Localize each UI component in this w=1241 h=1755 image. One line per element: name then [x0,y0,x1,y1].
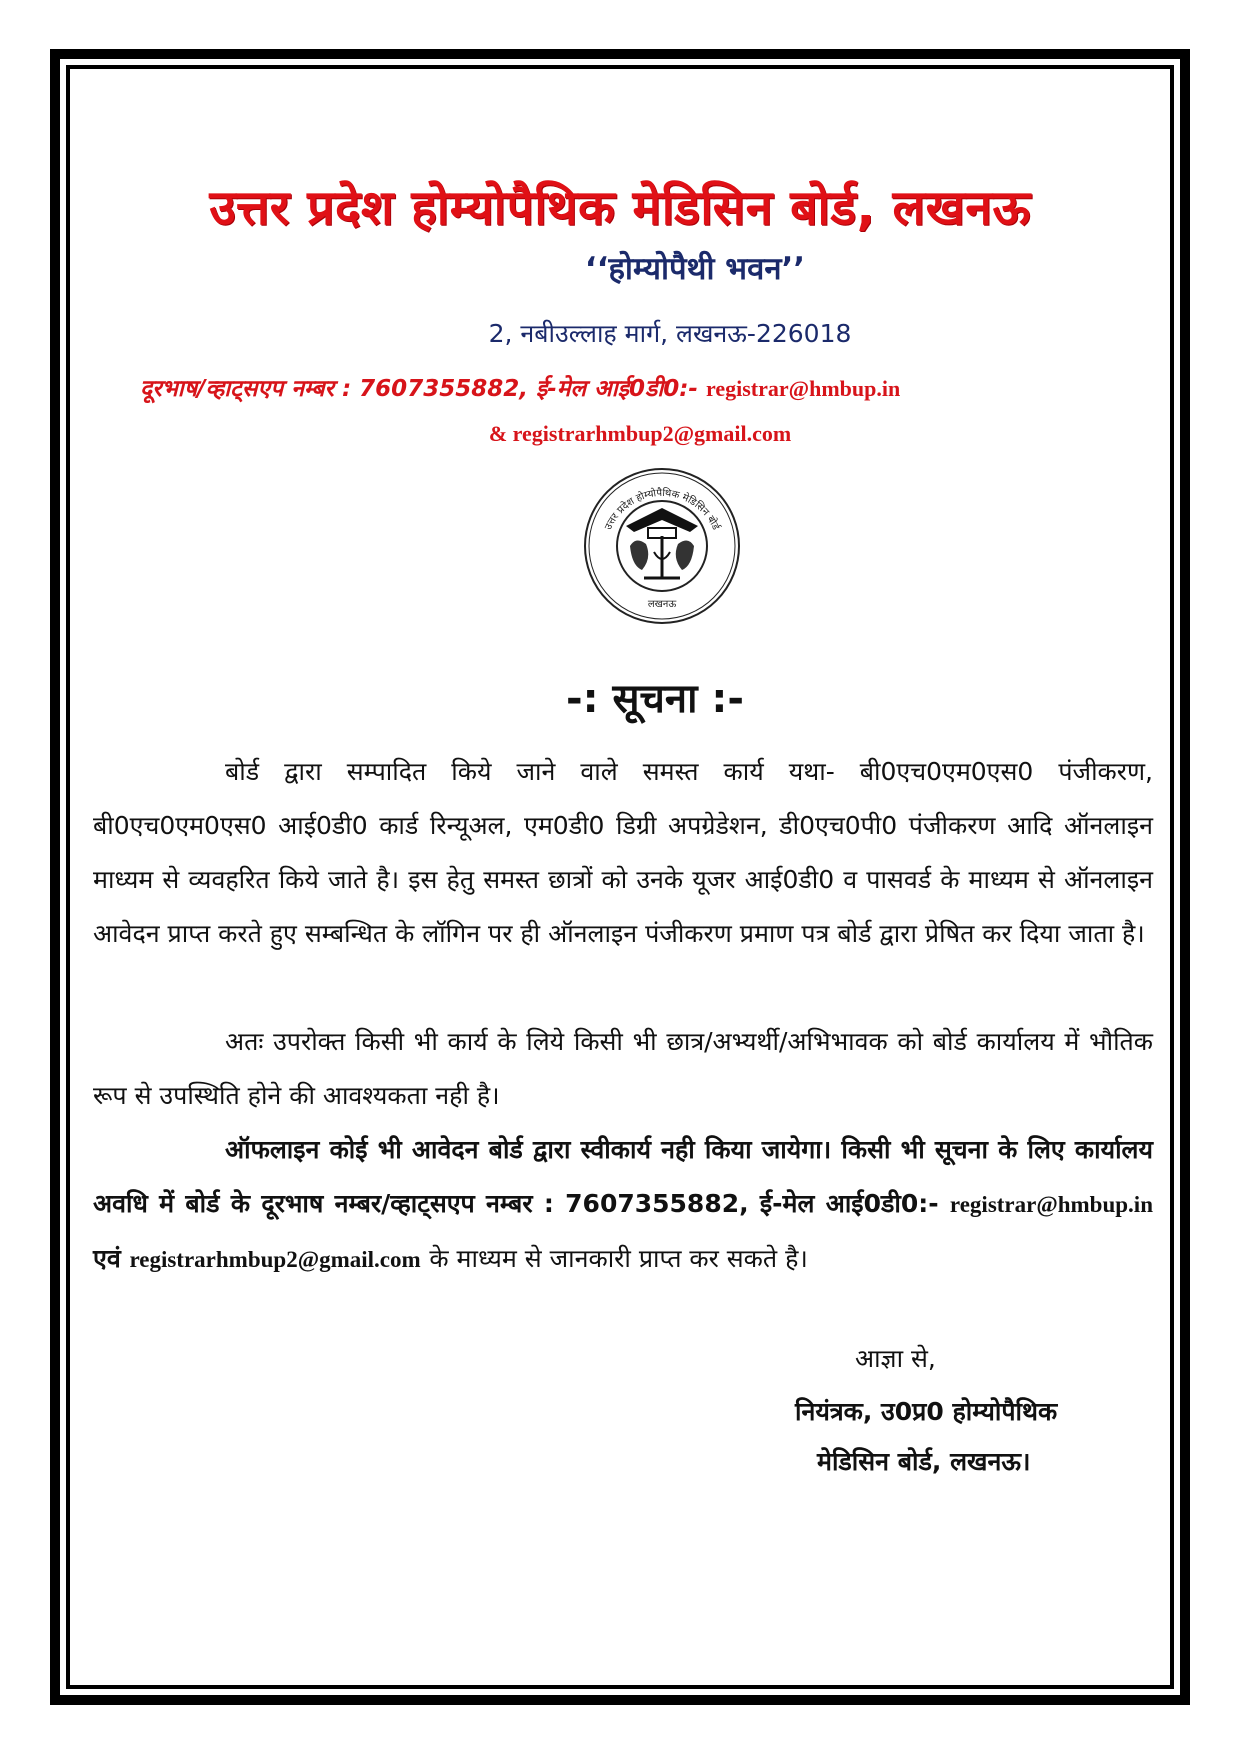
email-primary-link[interactable]: registrar@hmbup.in [705,376,901,401]
notice-email-primary-link[interactable]: registrar@hmbup.in [949,1192,1153,1217]
signature-line-1: आज्ञा से, [855,1344,936,1373]
notice-paragraph-3-bold: ऑफलाइन कोई भी आवेदन बोर्ड द्वारा स्वीकार्य नही किया जायेगा। किसी भी सूचना के लिए कार्यालय अवधि में बोर्ड के दूरभाष नम्बर/व्हाट्सएप नम्बर : 7607355882, ई-मेल आई0डी0:- [93,1135,1153,1218]
notice-paragraph-2: अतः उपरोक्त किसी भी कार्य के लिये किसी भी छात्र/अभ्यर्थी/अभिभावक को बोर्ड कार्यालय में भौतिक रूप से उपस्थिति होने की आवश्यकता नही है। [93,1027,1153,1110]
notice-paragraph-3 [93,1123,1153,1287]
building-name: ‘‘होम्योपैथी भवन’’ [584,251,806,287]
contact-label: दूरभाष/व्हाट्सएप नम्बर : 7607355882, ई-मेल आई0डी0:- [140,376,698,402]
signature-line-3: मेडिसिन बोर्ड, लखनऊ। [817,1447,1031,1476]
signature-line-2: नियंत्रक, उ0प्र0 होम्योपैथिक [795,1397,1058,1426]
notice-email-secondary-link[interactable]: registrarhmbup2@gmail.com [129,1247,421,1272]
seal-bottom-text: लखनऊ [647,599,677,610]
notice-heading: -: सूचना :- [565,676,745,722]
notice-conjunction: एवं [93,1244,121,1273]
seal-ring-text: उत्तर प्रदेश होम्योपैथिक मेडिसिन बोर्ड [603,487,722,532]
up-government-seal-icon [582,466,742,626]
email-secondary-link[interactable]: & registrarhmbup2@gmail.com [488,421,792,446]
board-address: 2, नबीउल्लाह मार्ग, लखनऊ-226018 [488,319,852,348]
notice-paragraph-3-tail: के माध्यम से जानकारी प्राप्त कर सकते है। [429,1244,808,1273]
board-title: उत्तर प्रदेश होम्योपैथिक मेडिसिन बोर्ड, लखनऊ [209,180,1031,236]
contact-line [140,371,900,403]
notice-document [70,69,1170,1685]
notice-paragraph-1: बोर्ड द्वारा सम्पादित किये जाने वाले समस्त कार्य यथा- बी0एच0एम0एस0 पंजीकरण, बी0एच0एम0एस0 आई0डी0 कार्ड रिन्यूअल, एम0डी0 डिग्री अपग्रेडेशन, डी0एच0पी0 पंजीकरण आदि ऑनलाइन माध्यम से व्यवहरित किये जाते है। इस हेतु समस्त छात्रों को उनके यूजर आई0डी0 व पासवर्ड के माध्यम से ऑनलाइन आवेदन प्राप्त करते हुए सम्बन्धित के लॉगिन पर ही ऑनलाइन पंजीकरण प्रमाण पत्र बोर्ड द्वारा प्रेषित कर दिया जाता है। [93,757,1153,948]
